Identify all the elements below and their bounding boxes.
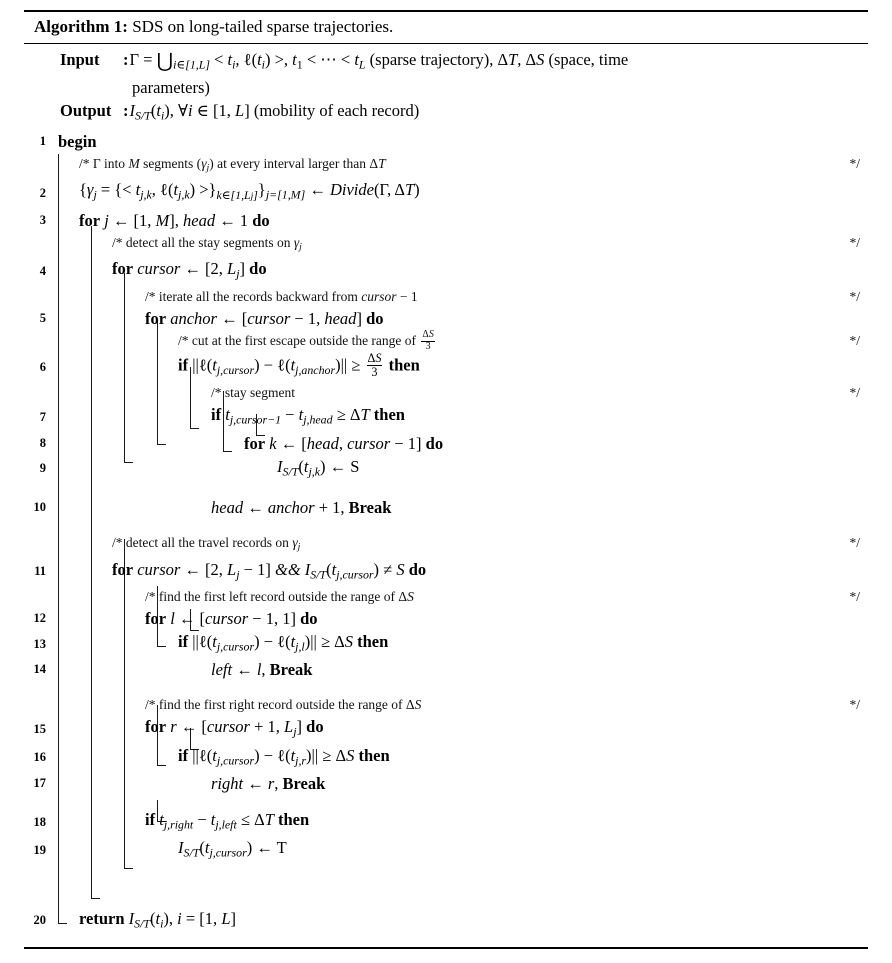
comment-closer-3: */ <box>849 288 860 304</box>
line-number-5: 5 <box>39 310 46 325</box>
output-colon: : <box>123 101 129 121</box>
line-content-16: if $||\ell(t_{j,cursor})$ − $\ell(t_{j,r})|| \ge \Delta S$ then <box>178 745 390 767</box>
bottom-rule <box>24 947 868 949</box>
line-content-7: if $t_{j,cursor-1} - t_{j,head} \ge \Delta T$ then <box>211 405 405 427</box>
comment-content-divide: /* Γ into M segments $(\gamma_j)$ at every interval larger than ΔT */ <box>46 153 868 179</box>
line-content-19: $I_{S/T}(t_{j,cursor})$ ← T <box>178 838 287 860</box>
line-19 <box>24 836 868 864</box>
comment-cut-escape <box>24 330 868 353</box>
line-9 <box>24 455 868 483</box>
line-content-5: for anchor ← [cursor − 1, head] do <box>145 308 384 328</box>
line-15 <box>24 715 868 743</box>
output-row <box>24 99 868 127</box>
line-17 <box>24 772 868 795</box>
line-11 <box>24 558 868 586</box>
line-content-12: for l ← [cursor − 1, 1] do <box>145 609 318 628</box>
algorithm-caption-label: Algorithm 1: <box>34 17 128 36</box>
comment-stay-segments <box>24 232 868 258</box>
line-content-13: if $||\ell(t_{j,cursor})$ − $\ell(t_{j,l})|| \ge \Delta S$ then <box>178 632 389 654</box>
comment-iterate-backward <box>24 286 868 307</box>
line-8 <box>24 432 868 455</box>
line-content-8: for k ← [head, cursor − 1] do <box>244 433 444 453</box>
comment-stay-segment <box>24 382 868 403</box>
line-content-15: for r ← [cursor + 1, $L_j$] do <box>145 717 324 739</box>
line-content-9: $I_{S/T}(t_{j,k})$ ← S <box>277 456 360 478</box>
line-number-2: 2 <box>39 186 46 200</box>
line-number-14: 14 <box>33 662 46 677</box>
line-content-11: for cursor ← [2, $L_j - 1$] && $I_{S/T}(t_{j,cursor}) \ne S$ do <box>112 559 427 581</box>
input-label: Input <box>60 50 100 69</box>
algorithm-caption <box>24 12 868 43</box>
line-number-17: 17 <box>33 775 46 790</box>
input-value-continuation <box>24 76 868 99</box>
line-number-11: 11 <box>34 564 46 579</box>
input-value-cont-text: parameters) <box>132 78 210 98</box>
line-number-6: 6 <box>39 359 46 374</box>
input-row <box>24 48 868 76</box>
comment-divide <box>24 153 868 179</box>
comment-first-left <box>24 586 868 607</box>
comment-travel-records <box>24 532 868 558</box>
line-content-14: left ← l, Break <box>211 660 313 680</box>
io-block <box>24 44 868 130</box>
line-18 <box>24 808 868 836</box>
comment-closer-5: */ <box>849 385 860 401</box>
line-content-1: begin <box>58 131 97 151</box>
line-content-17: right ← r, Break <box>211 773 326 793</box>
line-6 <box>24 352 868 382</box>
line-content-6: if $||\ell(t_{j,cursor})$ − $\ell(t_{j,anchor})||$ ≥ $\frac{\Delta S}{3}$ then <box>178 351 420 380</box>
algorithm-lines <box>24 130 868 941</box>
line-number-4: 4 <box>39 264 46 279</box>
line-14 <box>24 658 868 681</box>
comment-closer-4: */ <box>849 332 860 348</box>
line-2 <box>24 178 868 208</box>
comment-content-stay-segments: /* detect all the stay segments on $\gamma_j$ */ <box>46 232 868 258</box>
line-number-12: 12 <box>33 611 46 625</box>
line-10 <box>24 496 868 519</box>
comment-closer-1: */ <box>849 155 860 171</box>
line-content-2: {$\gamma_j$ = {< $t_{j,k}$, $\ell(t_{j,k}) >\}_{k\in[1,Lj]}\}_{j=[1,M]}$ ← Divide(Γ, ΔT) <box>79 180 420 202</box>
comment-content-stay-segment: /* stay segment */ <box>46 382 868 403</box>
line-16 <box>24 744 868 772</box>
line-13 <box>24 630 868 658</box>
comment-content-travel-records: /* detect all the travel records on $\gamma_j$ */ <box>46 532 868 558</box>
comment-closer-8: */ <box>849 697 860 713</box>
line-content-20: return $I_{S/T}(t_i)$, i = [1, L] <box>79 908 236 930</box>
line-5 <box>24 307 868 330</box>
comment-content-iterate-backward: /* iterate all the records backward from cursor − 1 */ <box>46 286 868 307</box>
line-number-8: 8 <box>39 435 46 450</box>
line-number-9: 9 <box>39 461 46 476</box>
comment-first-right <box>24 694 868 715</box>
comment-content-first-left: /* find the first left record outside the range of ΔS */ <box>46 586 868 607</box>
line-number-3: 3 <box>39 212 46 227</box>
comment-closer-2: */ <box>849 234 860 250</box>
line-number-7: 7 <box>39 410 46 424</box>
algorithm-caption-title: SDS on long-tailed sparse trajectories. <box>132 17 394 36</box>
line-content-10: head ← anchor + 1, Break <box>211 497 392 517</box>
line-number-20: 20 <box>33 913 46 928</box>
comment-content-cut-escape: /* cut at the first escape outside the range of $\frac{\Delta S}{3}$ */ <box>178 329 860 352</box>
line-content-4: for cursor ← [2, $L_j$] do <box>112 259 267 281</box>
line-1 <box>24 130 868 153</box>
line-number-16: 16 <box>33 750 46 765</box>
input-value: $\Gamma = ⋃_{i\in[1,L]} < t_i$, $\ell(t_i)$ >, $t_1$ < ⋯ < $t_L$ (sparse trajectory), ΔT, ΔS (space, time <box>129 50 629 73</box>
line-number-1: 1 <box>39 133 46 148</box>
line-3 <box>24 209 868 232</box>
output-value: $I_{S/T}(t_i)$, ∀i ∈ [1, L] (mobility of each record) <box>129 101 420 123</box>
comment-content-first-right: /* find the first right record outside the range of ΔS */ <box>46 694 868 715</box>
line-content-18: if $t_{j,right} - t_{j,left} \le \Delta T$ then <box>145 809 310 832</box>
line-number-15: 15 <box>33 721 46 736</box>
line-12 <box>24 607 868 630</box>
line-20 <box>24 907 868 935</box>
line-number-18: 18 <box>33 814 46 829</box>
input-colon: : <box>123 50 129 69</box>
line-number-19: 19 <box>33 842 46 857</box>
line-number-10: 10 <box>33 499 46 514</box>
line-7 <box>24 403 868 431</box>
line-4 <box>24 257 868 285</box>
algorithm-block <box>24 0 868 949</box>
comment-closer-6: */ <box>849 534 860 550</box>
comment-closer-7: */ <box>849 589 860 604</box>
line-number-13: 13 <box>33 636 46 651</box>
line-content-3: for j ← [1, M], head ← 1 do <box>79 210 270 230</box>
output-label: Output <box>60 101 112 121</box>
